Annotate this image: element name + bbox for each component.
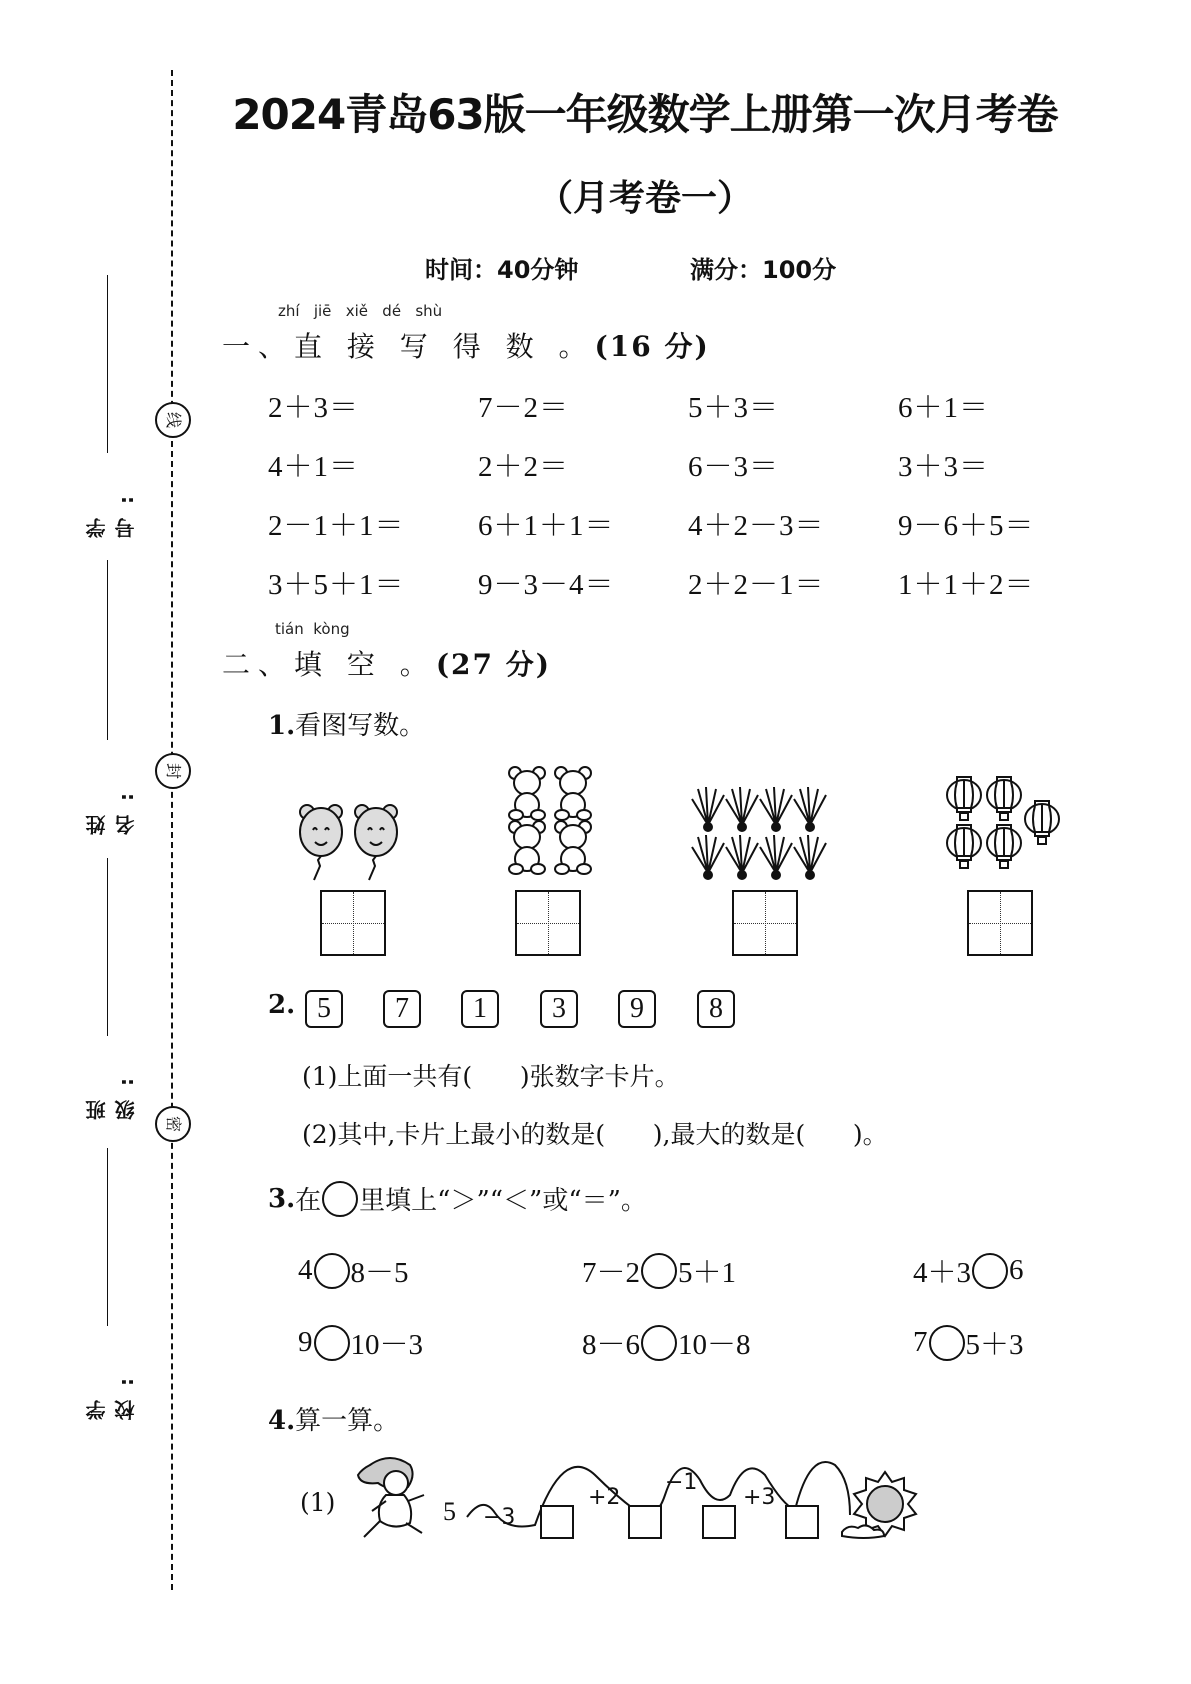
plant-icon [794, 787, 826, 831]
balloon-icon [300, 805, 342, 880]
section1-title: 一、直 接 写 得 数 。 [222, 330, 595, 363]
equation: 3＋3＝ [898, 451, 990, 483]
number-card: 7 [383, 990, 421, 1028]
q4-text: 算一算。 [295, 1406, 400, 1436]
compare-item [913, 1322, 1024, 1363]
q1-number: 1. [268, 711, 296, 741]
equation: 6－3＝ [688, 451, 780, 483]
answer-box[interactable] [320, 890, 386, 956]
bear-balloons-picture [295, 800, 410, 890]
compare-circle[interactable] [972, 1253, 1008, 1289]
plant-icon [726, 787, 758, 831]
compare-right: 5＋1 [678, 1257, 737, 1289]
plant-icon [760, 835, 792, 879]
running-child-icon [350, 1455, 435, 1550]
compare-circle[interactable] [641, 1325, 677, 1361]
lantern-icon [987, 825, 1021, 868]
school-line[interactable] [107, 1148, 108, 1326]
number-card: 1 [461, 990, 499, 1028]
chain-start: 5 [443, 1497, 456, 1526]
equation: 1＋1＋2＝ [898, 569, 1035, 601]
answer-box[interactable] [732, 890, 798, 956]
number-card: 5 [305, 990, 343, 1028]
chain-answer-box[interactable] [702, 1505, 736, 1539]
chain-op: −1 [665, 1470, 698, 1495]
student-id-label: 学 号: [85, 482, 138, 538]
q1-text: 看图写数。 [295, 711, 426, 741]
number-card: 9 [618, 990, 656, 1028]
equation: 3＋5＋1＝ [268, 569, 405, 601]
plant-icon [692, 835, 724, 879]
chain-op: +3 [743, 1485, 776, 1510]
equation: 6＋1＝ [898, 392, 990, 424]
seal-xian: 线 [155, 402, 191, 438]
plant-icon [692, 787, 724, 831]
compare-item [582, 1322, 751, 1363]
number-card: 3 [540, 990, 578, 1028]
q3-heading [268, 1180, 647, 1217]
q3-text-b: 里填上“＞”“＜”或“＝”。 [359, 1186, 647, 1216]
answer-box[interactable] [515, 890, 581, 956]
chain-op: −3 [483, 1505, 516, 1530]
q4-number: 4. [268, 1406, 296, 1436]
compare-left: 7 [913, 1326, 928, 1358]
equation: 7－2＝ [478, 392, 570, 424]
section2-points: (27 分) [435, 648, 552, 681]
q4-sub1-label: (1) [300, 1488, 336, 1517]
answer-box[interactable] [967, 890, 1033, 956]
seal-mi: 密 [155, 1106, 191, 1142]
compare-right: 8－5 [350, 1257, 409, 1289]
compare-circle[interactable] [641, 1253, 677, 1289]
section1-pinyin: zhí jiē xiě dé shù [278, 302, 443, 320]
compare-left: 7－2 [582, 1257, 641, 1289]
section2-title: 二、填 空 。 [222, 648, 436, 681]
q4-heading [268, 1400, 399, 1437]
name-line[interactable] [107, 560, 108, 740]
lantern-icon [987, 777, 1021, 820]
equation: 4＋1＝ [268, 451, 360, 483]
equation: 2＋2＝ [478, 451, 570, 483]
equation: 9－3－4＝ [478, 569, 615, 601]
equation: 9－6＋5＝ [898, 510, 1035, 542]
plants-picture [690, 785, 840, 880]
compare-right: 10－8 [678, 1329, 751, 1361]
equation: 5＋3＝ [688, 392, 780, 424]
exam-time: 时间：40分钟 [425, 256, 579, 284]
compare-right: 10－3 [350, 1329, 424, 1361]
school-label: 学 校: [85, 1364, 138, 1420]
chain-answer-box[interactable] [628, 1505, 662, 1539]
teddy-bear-icon [509, 821, 545, 874]
compare-circle[interactable] [929, 1325, 965, 1361]
chain-answer-box[interactable] [785, 1505, 819, 1539]
number-card: 8 [697, 990, 735, 1028]
plant-icon [760, 787, 792, 831]
full-score: 满分：100分 [690, 256, 837, 284]
compare-left: 8－6 [582, 1329, 641, 1361]
equation: 2－1＋1＝ [268, 510, 405, 542]
chain-answer-box[interactable] [540, 1505, 574, 1539]
sun-icon [840, 1470, 920, 1545]
name-label: 姓 名: [85, 779, 138, 835]
teddy-bear-icon [509, 767, 545, 820]
compare-circle[interactable] [314, 1325, 350, 1361]
compare-item [298, 1250, 409, 1291]
equation: 6＋1＋1＝ [478, 510, 615, 542]
circle-icon [322, 1181, 358, 1217]
compare-item [913, 1250, 1024, 1291]
teddy-bear-icon [555, 821, 591, 874]
compare-circle[interactable] [314, 1253, 350, 1289]
lantern-icon [947, 825, 981, 868]
q2-sub1: (1)上面一共有( )张数字卡片。 [302, 1062, 680, 1091]
section1-heading [222, 325, 710, 365]
lantern-icon [1025, 801, 1059, 844]
lantern-icon [947, 777, 981, 820]
binding-dashed-line [171, 70, 173, 1590]
equation: 2＋2－1＝ [688, 569, 825, 601]
class-line[interactable] [107, 858, 108, 1036]
seal-feng: 封 [155, 753, 191, 789]
section2-pinyin: tián kòng [275, 620, 350, 638]
q3-text-a: 在 [295, 1186, 322, 1216]
compare-left: 4 [298, 1254, 313, 1286]
compare-right: 5＋3 [965, 1329, 1024, 1361]
section1-points: (16 分) [594, 330, 710, 363]
q1-heading [268, 705, 425, 742]
plant-icon [726, 835, 758, 879]
compare-right: 6 [1009, 1254, 1024, 1286]
section2-heading [222, 643, 551, 683]
class-label: 班 级: [85, 1064, 138, 1120]
compare-left: 4＋3 [913, 1257, 972, 1289]
teddy-bear-icon [555, 767, 591, 820]
page-title: 2024青岛63版一年级数学上册第一次月考卷 [232, 90, 1058, 139]
q3-number: 3. [268, 1183, 296, 1214]
q2-number: 2. [268, 990, 296, 1020]
equation: 2＋3＝ [268, 392, 360, 424]
chain-op: +2 [588, 1485, 621, 1510]
compare-left: 9 [298, 1326, 313, 1358]
student-id-line[interactable] [107, 275, 108, 453]
page-subtitle: （月考卷一） [536, 178, 753, 219]
balloon-icon [355, 805, 397, 880]
lanterns-picture [945, 775, 1065, 875]
q2-sub2: (2)其中,卡片上最小的数是( ),最大的数是( )。 [302, 1120, 888, 1149]
q2-heading [268, 990, 295, 1020]
equation: 4＋2－3＝ [688, 510, 825, 542]
compare-item [298, 1322, 423, 1363]
plant-icon [794, 835, 826, 879]
compare-item [582, 1250, 736, 1291]
teddy-bears-picture [505, 765, 595, 875]
